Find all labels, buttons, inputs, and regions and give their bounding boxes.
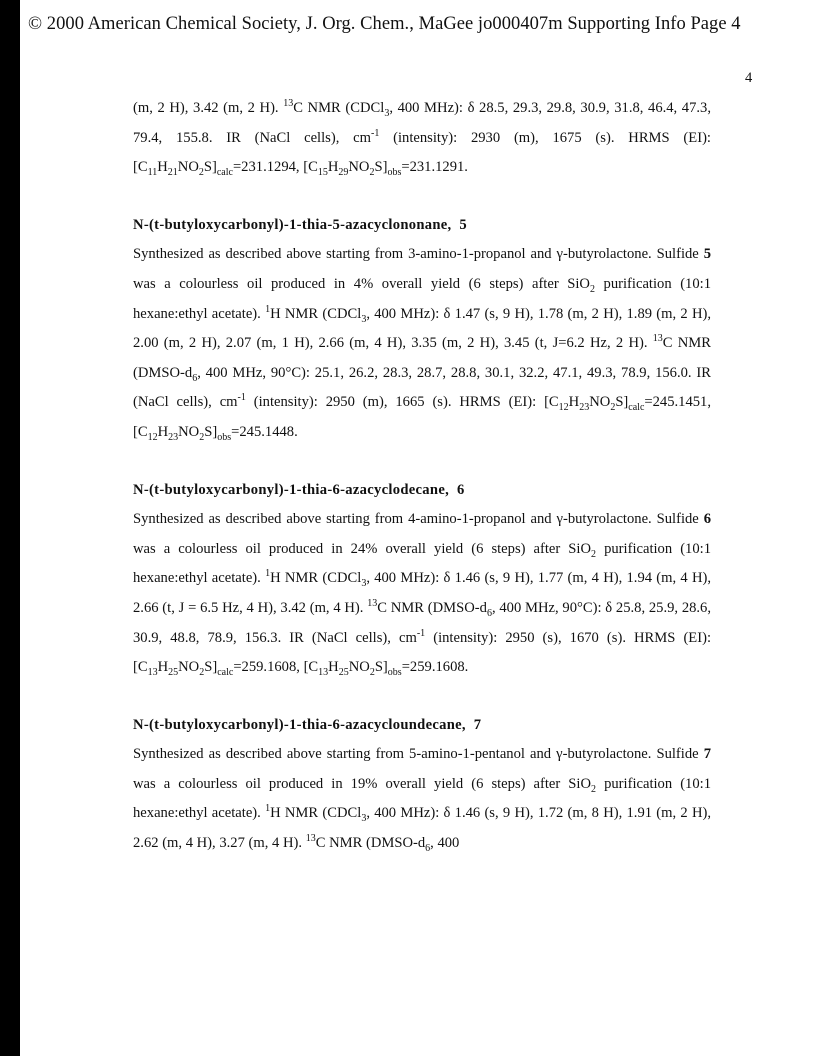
superscript: 13 [305,833,316,845]
compound-ref: 5 [703,246,711,263]
header-text: 2000 American Chemical Society, J. Org. Chem., MaGee jo000407m Supporting Info Page 4 [46,14,741,34]
superscript: 13 [283,98,294,110]
paragraph-spacer [133,183,711,211]
subscript: 11 [147,167,158,179]
subscript: 3 [361,313,367,325]
compound-title: N-(t-butyloxycarbonyl)-1-thia-6-azacycloundecane, [133,716,466,733]
compound-number: 6 [456,481,465,498]
text-run: H [328,659,339,676]
subscript: 15 [317,167,328,179]
subscript: 13 [318,667,329,678]
text-run: purification (10:1 hexane:ethyl acetate). [133,540,712,587]
compound-5-heading [133,211,711,241]
text-run: NO [348,159,370,176]
subscript: obs [217,431,232,443]
subscript: 2 [199,431,205,443]
text-run: =245.1448. [231,423,298,440]
text-run: S] [203,159,217,176]
superscript: -1 [370,127,380,139]
text-run: was a colourless oil produced in 24% overall yield (6 steps) after SiO [133,540,592,557]
superscript: 1 [265,803,271,815]
text-run: H [157,659,169,676]
text-run: C NMR (CDCl [293,100,385,116]
text-run: H [157,423,169,440]
subscript: 13 [147,667,158,678]
superscript: -1 [237,392,246,404]
text-run: =231.1294, [C [232,159,318,176]
text-run: NO [589,394,611,411]
text-run: (m, 2 H), 3.42 (m, 2 H). [133,100,284,116]
subscript: obs [387,667,402,678]
text-run: H [568,394,580,411]
subscript: 6 [486,607,492,619]
subscript: 23 [579,402,590,414]
compound-7-paragraph [133,740,711,858]
text-run: S] [204,423,218,440]
text-run: S] [374,159,388,176]
text-run: =231.1291. [401,159,468,176]
text-run: NO [178,423,200,440]
text-run: , 400 [430,835,460,852]
text-run: C NMR (DMSO-d [133,335,711,381]
superscript: 13 [367,598,378,610]
subscript: calc [217,667,234,678]
subscript: 6 [192,372,198,384]
text-run: (intensity): 2950 (s), 1670 (s). HRMS (EI): [C [133,629,711,676]
subscript: 23 [168,431,179,443]
compound-title: N-(t-butyloxycarbonyl)-1-thia-6-azacyclodecane, [133,481,450,498]
text-run: Synthesized as described above starting from 4-amino-1-propanol and γ-butyrolactone. Sulfide [133,511,704,528]
subscript: 2 [369,167,375,179]
text-run: (intensity): 2930 (m), 1675 (s). HRMS (EI): [C [133,129,711,176]
text-run: =245.1451, [C [133,394,711,440]
text-run: was a colourless oil produced in 4% overall yield (6 steps) after SiO [133,275,590,292]
text-run: C NMR (DMSO-d [315,835,426,852]
text-run: NO [178,659,200,676]
subscript: 12 [147,431,158,443]
subscript: 6 [425,842,431,854]
text-run: , 400 MHz, 90°C): δ 25.8, 25.9, 28.6, 30.9, 48.8, 78.9, 156.3. IR (NaCl cells), cm [133,599,712,646]
text-run: H NMR (CDCl [270,805,362,822]
compound-6-paragraph [133,505,711,683]
subscript: 2 [610,402,616,414]
text-run: , 400 MHz, 90°C): 25.1, 26.2, 28.3, 28.7, 28.8, 30.1, 32.2, 47.1, 49.3, 78.9, 156.0. IR (NaCl cells), cm [133,364,711,411]
superscript: 13 [652,333,663,345]
text-run: purification (10:1 hexane:ethyl acetate). [133,275,711,322]
text-run: , 400 MHz): δ 1.47 (s, 9 H), 1.78 (m, 2 H), 1.89 (m, 2 H), 2.00 (m, 2 H), 2.07 (m, 1 H), 2.66 (m, 4 H), 3.35 (m, 2 H), 3.45 (t, J=6.2 Hz, 2 H). [133,305,712,352]
text-run: was a colourless oil produced in 19% overall yield (6 steps) after SiO [133,775,592,792]
subscript: 3 [384,107,390,119]
subscript: 12 [558,402,569,414]
compound-7-heading [133,711,711,741]
text-run: purification (10:1 hexane:ethyl acetate). [133,775,712,822]
subscript: calc [628,402,645,414]
text-run: S] [615,394,629,411]
subscript: 3 [361,813,367,825]
compound-title: N-(t-butyloxycarbonyl)-1-thia-5-azacyclononane, [133,216,452,233]
text-run: , 400 MHz): δ 28.5, 29.3, 29.8, 30.9, 31.8, 46.4, 47.3, 79.4, 155.8. IR (NaCl cells), cm [133,100,711,146]
text-run: =259.1608, [C [233,659,319,676]
compound-number: 7 [473,716,482,733]
superscript: 1 [265,303,271,315]
text-run: =259.1608. [401,659,469,676]
document-body [133,94,711,859]
text-run: (intensity): 2950 (m), 1665 (s). HRMS (EI): [C [245,394,559,411]
text-run: , 400 MHz): δ 1.46 (s, 9 H), 1.77 (m, 4 H), 1.94 (m, 4 H), 2.66 (t, J = 6.5 Hz, 4 H), 3.42 (m, 4 H). [133,570,712,616]
subscript: obs [387,167,402,179]
compound-ref: 6 [703,511,711,528]
subscript: 2 [199,667,205,678]
text-run: H NMR (CDCl [270,570,362,587]
compound-6-heading [133,476,711,506]
compound-number: 5 [459,216,468,233]
paragraph-spacer [133,448,711,476]
subscript: 25 [338,667,349,678]
scan-edge-bar [0,0,20,1056]
intro-paragraph [133,94,711,183]
page-number: 4 [745,70,753,86]
subscript: 2 [198,167,204,179]
subscript: 21 [167,167,178,179]
superscript: -1 [416,627,426,639]
subscript: 2 [591,548,597,560]
subscript: 2 [591,783,597,795]
copyright-symbol: © [28,14,43,34]
text-run: S] [374,659,388,676]
text-run: C NMR (DMSO-d [377,599,487,616]
text-run: S] [204,659,218,676]
subscript: 29 [338,167,349,179]
superscript: 1 [265,568,271,580]
text-run: , 400 MHz): δ 1.46 (s, 9 H), 1.72 (m, 8 H), 1.91 (m, 2 H), 2.62 (m, 4 H), 3.27 (m, 4 H). [133,805,712,852]
subscript: 25 [168,667,179,678]
text-run: Synthesized as described above starting from 5-amino-1-pentanol and γ-butyrolactone. Sulfide [133,746,704,763]
text-run: H [327,159,339,176]
compound-ref: 7 [703,746,711,763]
subscript: calc [216,167,233,179]
text-run: H [157,159,168,176]
subscript: 2 [589,283,595,295]
text-run: Synthesized as described above starting from 3-amino-1-propanol and γ-butyrolactone. Sulfide [133,246,704,263]
text-run: H NMR (CDCl [270,305,362,322]
text-run: NO [177,159,199,176]
subscript: 3 [361,578,367,590]
subscript: 2 [369,667,375,678]
compound-5-paragraph [133,240,711,447]
text-run: NO [348,659,370,676]
page-header [28,14,808,35]
paragraph-spacer [133,683,711,711]
